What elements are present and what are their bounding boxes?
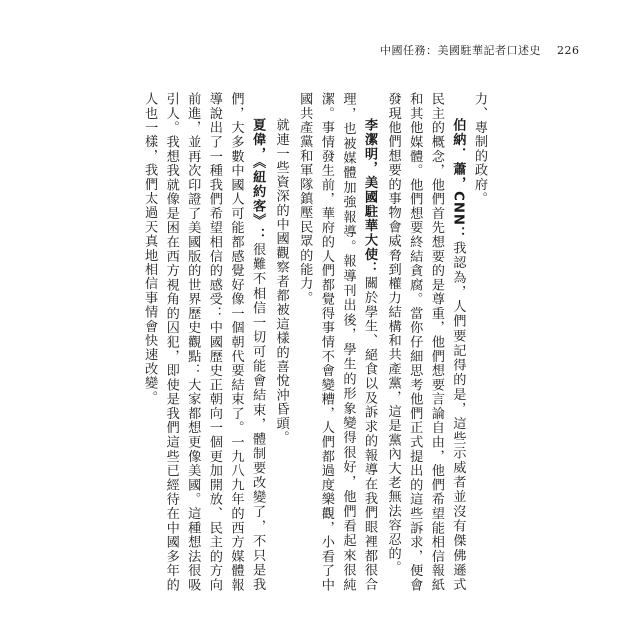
book-title: 中國任務：美國駐華記者口述史 xyxy=(380,44,541,57)
speaker-label: 李潔明，美國駐華大使： xyxy=(362,118,378,277)
paragraph-text: 很難不相信一切可能會結束，體制要改變了，不只是我們，大多數中國人可能都感覺好像一個朝代要結束了。一九八九年的西方媒體報導說出了一種我們希望相信的感受：中國歷史正朝向一個更加開放、民主的方向前進，並再次印證了美國版的世界歷史觀點：大家都想更像美國。這種想法很吸引人。我想我就像是困在西方視角的囚犯，即使是我們這些已經待在中國多年的人也一樣，我們太過天真地相信事情會快速改變。 xyxy=(142,92,266,592)
speaker-label: 夏偉，《紐約客》： xyxy=(250,118,266,243)
paragraph-text: 就連一些資深的中國觀察者都被這樣的喜悅沖昏頭。 xyxy=(273,118,289,445)
paragraph-text: 關於學生、絕食以及訴求的報導在我們眼裡都很合理，也被媒體加強報導。報導刊出後，學生的形象變得很好，他們看起來很純潔。事情發生前，華府的人們都覺得事情不會變糟，人們都過度樂觀，小看了中國共產黨和軍隊鎮壓民眾的能力。 xyxy=(297,92,378,592)
paragraph-2 xyxy=(382,92,468,592)
paragraph-1 xyxy=(468,92,490,592)
running-header xyxy=(380,42,580,58)
paragraph-3 xyxy=(294,92,380,592)
paragraph-text: 我認為，人們要記得的是，這些示威者並沒有傑佛遜式民主的概念，他們首先想要的是尊重，他們想要言論自由，他們希望能相信報紙和其他媒體。他們想要終結貪腐。當你仔細思考他們正式提出的這些訴求，便會發現他們想要的事物會威脅到權力結構和共產黨，這是黨內大老無法容忍的。 xyxy=(385,92,466,592)
paragraph-text: 力、專制的政府。 xyxy=(472,92,487,206)
speaker-label: 伯納．蕭，CNN： xyxy=(450,118,466,242)
page-number: 226 xyxy=(557,44,580,57)
paragraph-5 xyxy=(139,92,269,592)
vertical-text-body xyxy=(137,92,491,592)
paragraph-4 xyxy=(270,92,292,592)
